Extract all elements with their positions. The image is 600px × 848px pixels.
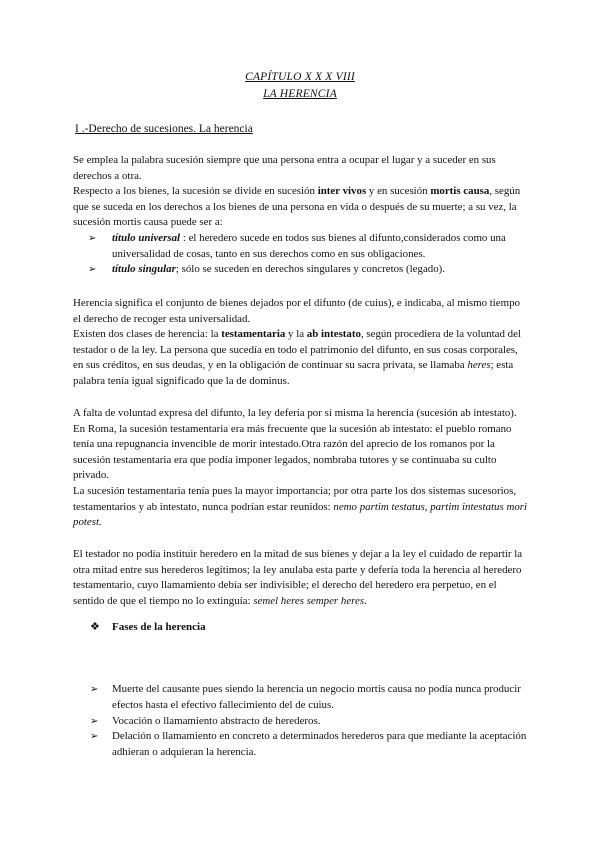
section-heading: I .-Derecho de sucesiones. La herencia xyxy=(75,123,253,135)
paragraph-5-text: A falta de voluntad expresa del difunto, la ley defería por sí misma la herencia (sucesión ab intestato). En Roma, la sucesión testamentaria era más frecuente que la sucesión ab intestato: el pueblo romano tenía una repugnancia invencible de morir intestado.Otra razón del aprecio de los romanos por la sucesión testamentaria era que podía imponer legados, nombraba tutores y se continuaba su culto privado. xyxy=(73,407,517,482)
latin-quote: semel heres semper heres xyxy=(253,594,365,607)
paragraph-6 xyxy=(73,484,528,531)
paragraph-2-text-d: , según que se suceda en los derechos a los bienes de una persona en vida o después de su muerte; a su vez, la sucesión mortis causa puede ser a: xyxy=(73,185,521,229)
list-item-term: título universal xyxy=(112,232,181,244)
chapter-subtitle: LA HERENCIA xyxy=(263,88,337,100)
list-item xyxy=(88,231,528,262)
fases-heading-text: Fases de la herencia xyxy=(112,621,206,633)
list-item-text: : el heredero sucede en todos sus bienes al difunto,considerados como una universalidad de cosas, tanto en sus derechos como en sus obligaciones. xyxy=(112,232,506,260)
fases-list xyxy=(90,682,530,761)
term-inter-vivos: inter vivos xyxy=(317,185,367,197)
term-mortis-causa: mortis causa xyxy=(430,185,490,197)
paragraph-7 xyxy=(73,547,528,609)
arrowhead-bullet-icon: ➢ xyxy=(90,715,99,727)
term-ab-intestato: ab intestato xyxy=(306,328,361,340)
paragraph-4-text-d: , según procediera de la voluntad del testador o de la ley. La persona que sucedía en todo el patrimonio del difunto, en sus cosas corporales, en sus créditos, en sus deudas, y en la obligación de continuar su sacra privata, se llamaba xyxy=(73,328,521,372)
diamond-bullet-icon: ❖ xyxy=(90,621,100,633)
paragraph-6-text-a: La sucesión testamentaria tenía pues la mayor importancia; por otra parte los dos sistemas sucesorios, testamentarios y ab intestato, nunca podrían estar reunidos: xyxy=(73,485,517,513)
latin-quote: nemo partim testatus, partim intestatus mori potest. xyxy=(73,500,528,529)
paragraph-1 xyxy=(73,153,528,184)
paragraph-2-text-c: y en sucesión xyxy=(366,185,431,197)
list-item xyxy=(88,262,528,278)
list-item xyxy=(90,682,530,714)
list-item-text: Muerte del causante pues siendo la herencia un negocio mortis causa no podía nunca producir efectos hasta el efectivo fallecimiento del de cuius. xyxy=(112,683,521,711)
list-item-text: Delación o llamamiento en concreto a determinados herederos para que mediante la aceptación adhieran o adquieran la herencia. xyxy=(112,730,527,759)
succession-types-list xyxy=(88,231,528,278)
paragraph-1-text: Se emplea la palabra sucesión siempre que una persona entra a ocupar el lugar y a suceder en sus derechos a otra. xyxy=(73,154,496,182)
paragraph-3 xyxy=(73,296,528,327)
paragraph-7-text-a: El testador no podía instituir heredero en la mitad de sus bienes y dejar a la ley el cuidado de repartir la otra mitad entre sus herederos legítimos; la ley anulaba esta parte y defería toda la herencia al heredero testamentario, cuyo llamamiento debía ser indivisible; el derecho del heredero era perpetuo, en el sentido de que el tiempo no lo extinguía: xyxy=(73,548,523,607)
paragraph-4-text-e: ; esta palabra tenía igual significado que la de dominus. xyxy=(73,359,514,387)
paragraph-3-text: Herencia significa el conjunto de bienes dejados por el difunto (de cuius), e indicaba, al mismo tiempo el derecho de recoger esta universalidad. xyxy=(73,297,520,325)
paragraph-5 xyxy=(73,406,528,484)
paragraph-4-text-a: Existen dos clases de herencia: la xyxy=(73,328,222,340)
list-item-text: Vocación o llamamiento abstracto de herederos. xyxy=(112,714,321,727)
term-heres: heres xyxy=(467,359,491,372)
arrowhead-bullet-icon: ➢ xyxy=(88,233,97,244)
term-testamentaria: testamentaria xyxy=(221,328,286,340)
paragraph-7-text-b: . xyxy=(364,594,367,607)
arrowhead-bullet-icon: ➢ xyxy=(88,264,97,276)
paragraph-4 xyxy=(73,327,528,389)
arrowhead-bullet-icon: ➢ xyxy=(90,731,99,743)
arrowhead-bullet-icon: ➢ xyxy=(90,684,99,695)
list-item xyxy=(90,729,530,761)
paragraph-4-text-c: y la xyxy=(285,328,307,340)
list-item-term: título singular xyxy=(112,263,176,276)
list-item-text: ; sólo se suceden en derechos singulares y concretos (legado). xyxy=(175,263,446,276)
paragraph-2-text-a: Respecto a los bienes, la sucesión se divide en sucesión xyxy=(73,185,318,197)
list-item xyxy=(90,714,530,730)
chapter-title: CAPÍTULO X X X VIII xyxy=(245,71,355,83)
fases-heading xyxy=(90,620,206,633)
paragraph-2 xyxy=(73,184,528,231)
